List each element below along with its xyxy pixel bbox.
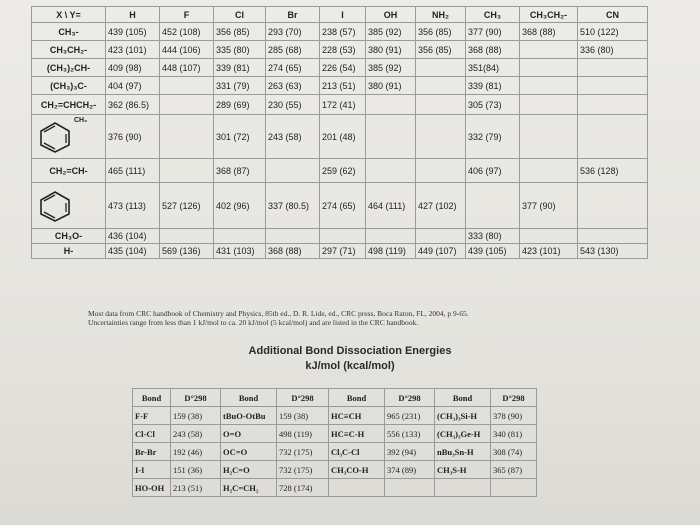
table-row xyxy=(32,229,648,244)
table-cell: 569 (136) xyxy=(160,244,214,259)
bond-name-cell: HC≡CH xyxy=(329,407,385,425)
table-row xyxy=(32,23,648,41)
table-cell: 297 (71) xyxy=(320,244,366,259)
table-cell: 201 (48) xyxy=(320,115,366,159)
table-cell: 259 (62) xyxy=(320,159,366,183)
table-cell: 436 (104) xyxy=(106,229,160,244)
column-header: OH xyxy=(366,7,416,23)
bond-name-cell: F-F xyxy=(133,407,171,425)
additional-header-row xyxy=(133,389,537,407)
table-cell xyxy=(366,95,416,115)
table-cell: 409 (98) xyxy=(106,59,160,77)
table-cell: 368 (88) xyxy=(520,23,578,41)
table-cell: 274 (65) xyxy=(266,59,320,77)
row-header: CH₃O- xyxy=(32,229,106,244)
table-cell: 543 (130) xyxy=(578,244,648,259)
column-header: CH₃ xyxy=(466,7,520,23)
table-cell: 293 (70) xyxy=(266,23,320,41)
additional-column-header: D°298 xyxy=(171,389,221,407)
additional-column-header: D°298 xyxy=(491,389,537,407)
bond-name-cell: Br-Br xyxy=(133,443,171,461)
table-cell: 331 (79) xyxy=(214,77,266,95)
table-cell: 465 (111) xyxy=(106,159,160,183)
column-header: CH₃CH₂- xyxy=(520,7,578,23)
table-cell xyxy=(416,77,466,95)
table-cell: 226 (54) xyxy=(320,59,366,77)
table-cell xyxy=(578,95,648,115)
bond-energy-cell: 392 (94) xyxy=(385,443,435,461)
phenyl-ring-icon xyxy=(34,190,103,222)
additional-table-row xyxy=(133,461,537,479)
additional-title: Additional Bond Dissociation Energies xyxy=(248,345,452,357)
bond-name-cell: I-I xyxy=(133,461,171,479)
table-cell: 263 (63) xyxy=(266,77,320,95)
additional-column-header: D°298 xyxy=(385,389,435,407)
table-cell: 473 (113) xyxy=(106,183,160,229)
table-cell: 449 (107) xyxy=(416,244,466,259)
table-cell xyxy=(520,77,578,95)
table-cell: 510 (122) xyxy=(578,23,648,41)
table-cell: 380 (91) xyxy=(366,41,416,59)
column-header: H xyxy=(106,7,160,23)
table-cell: 536 (128) xyxy=(578,159,648,183)
table-cell xyxy=(578,229,648,244)
table-cell: 230 (55) xyxy=(266,95,320,115)
table-row xyxy=(32,183,648,229)
column-header: X \ Y= xyxy=(32,7,106,23)
bond-energy-cell: 732 (175) xyxy=(277,461,329,479)
table-cell xyxy=(520,115,578,159)
additional-table-row xyxy=(133,479,537,497)
table-cell: 336 (80) xyxy=(578,41,648,59)
bond-energy-cell: 192 (46) xyxy=(171,443,221,461)
table-cell xyxy=(520,95,578,115)
additional-column-header: Bond xyxy=(133,389,171,407)
row-header: CH₂=CH- xyxy=(32,159,106,183)
table-row xyxy=(32,59,648,77)
bond-name-cell: O=O xyxy=(221,425,277,443)
row-header: CH₂=CHCH₂- xyxy=(32,95,106,115)
bond-energy-cell: 159 (38) xyxy=(171,407,221,425)
table-cell xyxy=(520,229,578,244)
source-note-line1: Most data from CRC handbook of Chemistry and Physics, 85th ed., D. R. Lide, ed., CRC press, Boca Raton, FL, 2004, p 9-65. xyxy=(88,309,469,318)
table-cell: 368 (88) xyxy=(266,244,320,259)
table-row xyxy=(32,244,648,259)
table-cell: 527 (126) xyxy=(160,183,214,229)
table-cell: 385 (92) xyxy=(366,23,416,41)
table-cell xyxy=(366,159,416,183)
table-cell xyxy=(266,229,320,244)
bond-energy-cell: 159 (38) xyxy=(277,407,329,425)
table-cell: 305 (73) xyxy=(466,95,520,115)
bond-energy-cell: 151 (36) xyxy=(171,461,221,479)
table-cell: 406 (97) xyxy=(466,159,520,183)
table-cell: 423 (101) xyxy=(106,41,160,59)
table-cell: 439 (105) xyxy=(466,244,520,259)
additional-bond-table xyxy=(132,388,537,497)
additional-table-row xyxy=(133,443,537,461)
table-cell xyxy=(160,77,214,95)
table-cell: 385 (92) xyxy=(366,59,416,77)
bond-energy-cell: 556 (133) xyxy=(385,425,435,443)
table-cell xyxy=(416,159,466,183)
table-row xyxy=(32,95,648,115)
table-cell: 380 (91) xyxy=(366,77,416,95)
table-cell xyxy=(366,229,416,244)
table-cell: 402 (96) xyxy=(214,183,266,229)
column-header: Br xyxy=(266,7,320,23)
table-cell: 228 (53) xyxy=(320,41,366,59)
table-cell: 356 (85) xyxy=(416,23,466,41)
additional-table-row xyxy=(133,407,537,425)
bond-energy-cell: 965 (231) xyxy=(385,407,435,425)
table-cell: 243 (58) xyxy=(266,115,320,159)
row-header: (CH₃)₃C- xyxy=(32,77,106,95)
table-cell: 448 (107) xyxy=(160,59,214,77)
bond-energy-cell: 374 (89) xyxy=(385,461,435,479)
table-row xyxy=(32,77,648,95)
column-header: Cl xyxy=(214,7,266,23)
table-cell: 333 (80) xyxy=(466,229,520,244)
table-cell: 339 (81) xyxy=(466,77,520,95)
table-cell: 439 (105) xyxy=(106,23,160,41)
additional-column-header: Bond xyxy=(221,389,277,407)
benzyl-ch2-label: CH₂ xyxy=(74,116,88,124)
benzyl-ring-icon xyxy=(34,116,103,153)
table-cell xyxy=(160,159,214,183)
bond-energy-cell: 308 (74) xyxy=(491,443,537,461)
row-header xyxy=(32,115,106,159)
table-cell: 335 (80) xyxy=(214,41,266,59)
bond-name-cell: CH₃S-H xyxy=(435,461,491,479)
row-header: H- xyxy=(32,244,106,259)
table-cell xyxy=(416,59,466,77)
table-cell xyxy=(160,95,214,115)
bond-energy-cell: 728 (174) xyxy=(277,479,329,497)
table-cell: 362 (86.5) xyxy=(106,95,160,115)
table-cell xyxy=(266,159,320,183)
table-cell xyxy=(578,59,648,77)
table-row xyxy=(32,115,648,159)
bond-name-cell xyxy=(329,479,385,497)
table-cell: 238 (57) xyxy=(320,23,366,41)
table-cell: 444 (106) xyxy=(160,41,214,59)
table-cell: 377 (90) xyxy=(520,183,578,229)
bond-name-cell: (CH₃)₃Ge-H xyxy=(435,425,491,443)
table-cell: 356 (85) xyxy=(416,41,466,59)
table-cell xyxy=(578,115,648,159)
table-cell: 423 (101) xyxy=(520,244,578,259)
table-cell: 172 (41) xyxy=(320,95,366,115)
table-cell xyxy=(160,229,214,244)
bond-energy-cell: 340 (81) xyxy=(491,425,537,443)
column-header: I xyxy=(320,7,366,23)
table-cell: 377 (90) xyxy=(466,23,520,41)
table-cell: 289 (69) xyxy=(214,95,266,115)
table-cell: 498 (119) xyxy=(366,244,416,259)
column-header: CN xyxy=(578,7,648,23)
bond-energy-cell: 732 (175) xyxy=(277,443,329,461)
table-cell: 427 (102) xyxy=(416,183,466,229)
table-cell: 337 (80.5) xyxy=(266,183,320,229)
additional-column-header: Bond xyxy=(329,389,385,407)
row-header: (CH₃)₂CH- xyxy=(32,59,106,77)
bond-energy-cell xyxy=(385,479,435,497)
additional-table-row xyxy=(133,425,537,443)
bond-energy-cell xyxy=(491,479,537,497)
bond-energy-cell: 243 (58) xyxy=(171,425,221,443)
source-note-line2: Uncertainties range from less than 1 kJ/mol to ca. 20 kJ/mol (5 kcal/mol) and are listed in the CRC handbook. xyxy=(88,318,419,327)
bond-name-cell: Cl₃C-Cl xyxy=(329,443,385,461)
bond-name-cell: nBu₃Sn-H xyxy=(435,443,491,461)
table-cell: 368 (87) xyxy=(214,159,266,183)
bond-name-cell: H₂C=CH₂ xyxy=(221,479,277,497)
table-cell xyxy=(520,159,578,183)
bond-energy-cell: 213 (51) xyxy=(171,479,221,497)
bond-energy-cell: 365 (87) xyxy=(491,461,537,479)
bond-name-cell: HO-OH xyxy=(133,479,171,497)
table-cell xyxy=(366,115,416,159)
additional-column-header: D°298 xyxy=(277,389,329,407)
table-cell xyxy=(416,229,466,244)
table-cell: 339 (81) xyxy=(214,59,266,77)
table-cell: 404 (97) xyxy=(106,77,160,95)
table-cell xyxy=(466,183,520,229)
table-cell xyxy=(520,59,578,77)
bond-name-cell: (CH₃)₃Si-H xyxy=(435,407,491,425)
table-cell: 332 (79) xyxy=(466,115,520,159)
table-cell: 435 (104) xyxy=(106,244,160,259)
bond-energy-table xyxy=(31,6,648,259)
bond-name-cell: CH₃CO-H xyxy=(329,461,385,479)
table-cell xyxy=(578,183,648,229)
table-cell: 431 (103) xyxy=(214,244,266,259)
table-row xyxy=(32,159,648,183)
table-row xyxy=(32,41,648,59)
additional-column-header: Bond xyxy=(435,389,491,407)
row-header: CH₃- xyxy=(32,23,106,41)
table-cell: 452 (108) xyxy=(160,23,214,41)
table-cell xyxy=(578,77,648,95)
column-header: F xyxy=(160,7,214,23)
table-cell: 285 (68) xyxy=(266,41,320,59)
header-row xyxy=(32,7,648,23)
column-header: NH₂ xyxy=(416,7,466,23)
table-cell xyxy=(520,41,578,59)
bond-energy-cell: 498 (119) xyxy=(277,425,329,443)
source-note xyxy=(88,309,628,327)
table-cell: 356 (85) xyxy=(214,23,266,41)
table-cell: 351(84) xyxy=(466,59,520,77)
bond-name-cell: OC=O xyxy=(221,443,277,461)
table-cell: 301 (72) xyxy=(214,115,266,159)
bond-name-cell: tBuO-OtBu xyxy=(221,407,277,425)
table-cell: 368 (88) xyxy=(466,41,520,59)
additional-subtitle: kJ/mol (kcal/mol) xyxy=(305,360,395,372)
table-cell xyxy=(160,115,214,159)
table-cell xyxy=(214,229,266,244)
table-cell: 213 (51) xyxy=(320,77,366,95)
bond-name-cell: HC≡C-H xyxy=(329,425,385,443)
row-header: CH₃CH₂- xyxy=(32,41,106,59)
table-cell xyxy=(416,115,466,159)
table-cell xyxy=(416,95,466,115)
row-header xyxy=(32,183,106,229)
bond-energy-cell: 378 (90) xyxy=(491,407,537,425)
bond-name-cell: Cl-Cl xyxy=(133,425,171,443)
bond-name-cell xyxy=(435,479,491,497)
table-cell: 464 (111) xyxy=(366,183,416,229)
table-cell: 274 (65) xyxy=(320,183,366,229)
bond-name-cell: H₂C=O xyxy=(221,461,277,479)
table-cell: 376 (90) xyxy=(106,115,160,159)
table-cell xyxy=(320,229,366,244)
